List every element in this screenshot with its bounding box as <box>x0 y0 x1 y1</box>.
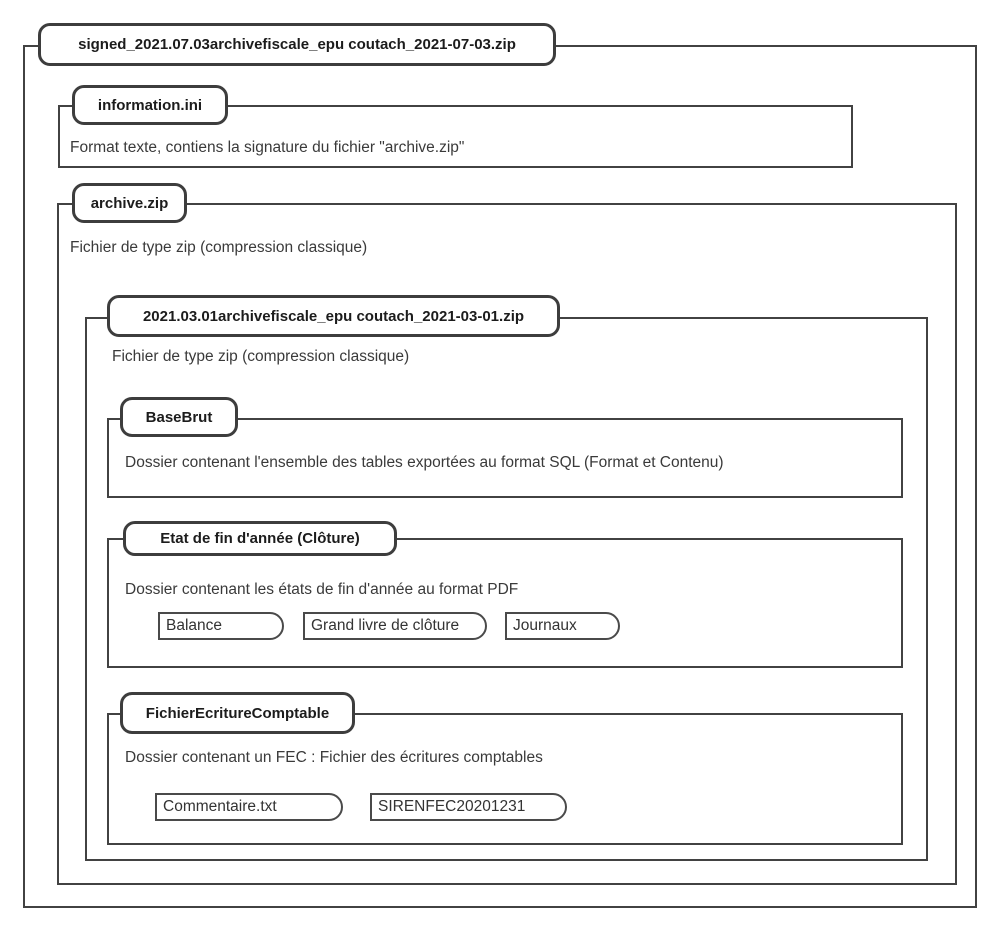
file-tab-commentaire-txt: Commentaire.txt <box>155 793 343 821</box>
basebrut-description: Dossier contenant l'ensemble des tables exportées au format SQL (Format et Contenu) <box>125 454 724 471</box>
etat-fin-annee-description: Dossier contenant les états de fin d'année au format PDF <box>125 581 519 598</box>
archive-zip-tab: archive.zip <box>72 183 187 223</box>
fec-box <box>107 704 903 845</box>
file-tab-sirenfec20201231: SIRENFEC20201231 <box>370 793 567 821</box>
basebrut-box <box>107 408 903 498</box>
basebrut-tab: BaseBrut <box>120 397 238 437</box>
file-tab-journaux: Journaux <box>505 612 620 640</box>
fec-description: Dossier contenant un FEC : Fichier des écritures comptables <box>125 749 543 766</box>
file-tab-balance: Balance <box>158 612 284 640</box>
fec-tab: FichierEcritureComptable <box>120 692 355 734</box>
etat-fin-annee-tab: Etat de fin d'année (Clôture) <box>123 521 397 556</box>
information-ini-tab: information.ini <box>72 85 228 125</box>
file-tab-grand-livre-de-cloture: Grand livre de clôture <box>303 612 487 640</box>
inner-zip-box <box>85 307 928 861</box>
archive-zip-box <box>57 194 957 885</box>
archive-zip-description: Fichier de type zip (compression classique) <box>70 239 368 256</box>
information-ini-box <box>58 96 853 168</box>
inner-zip-tab: 2021.03.01archivefiscale_epu coutach_2021-03-01.zip <box>107 295 560 337</box>
information-ini-description: Format texte, contiens la signature du fichier "archive.zip" <box>70 139 465 156</box>
etat-fin-annee-box <box>107 530 903 668</box>
root-zip-box <box>23 36 977 908</box>
root-zip-tab: signed_2021.07.03archivefiscale_epu coutach_2021-07-03.zip <box>38 23 556 66</box>
inner-zip-description: Fichier de type zip (compression classique) <box>112 348 410 365</box>
